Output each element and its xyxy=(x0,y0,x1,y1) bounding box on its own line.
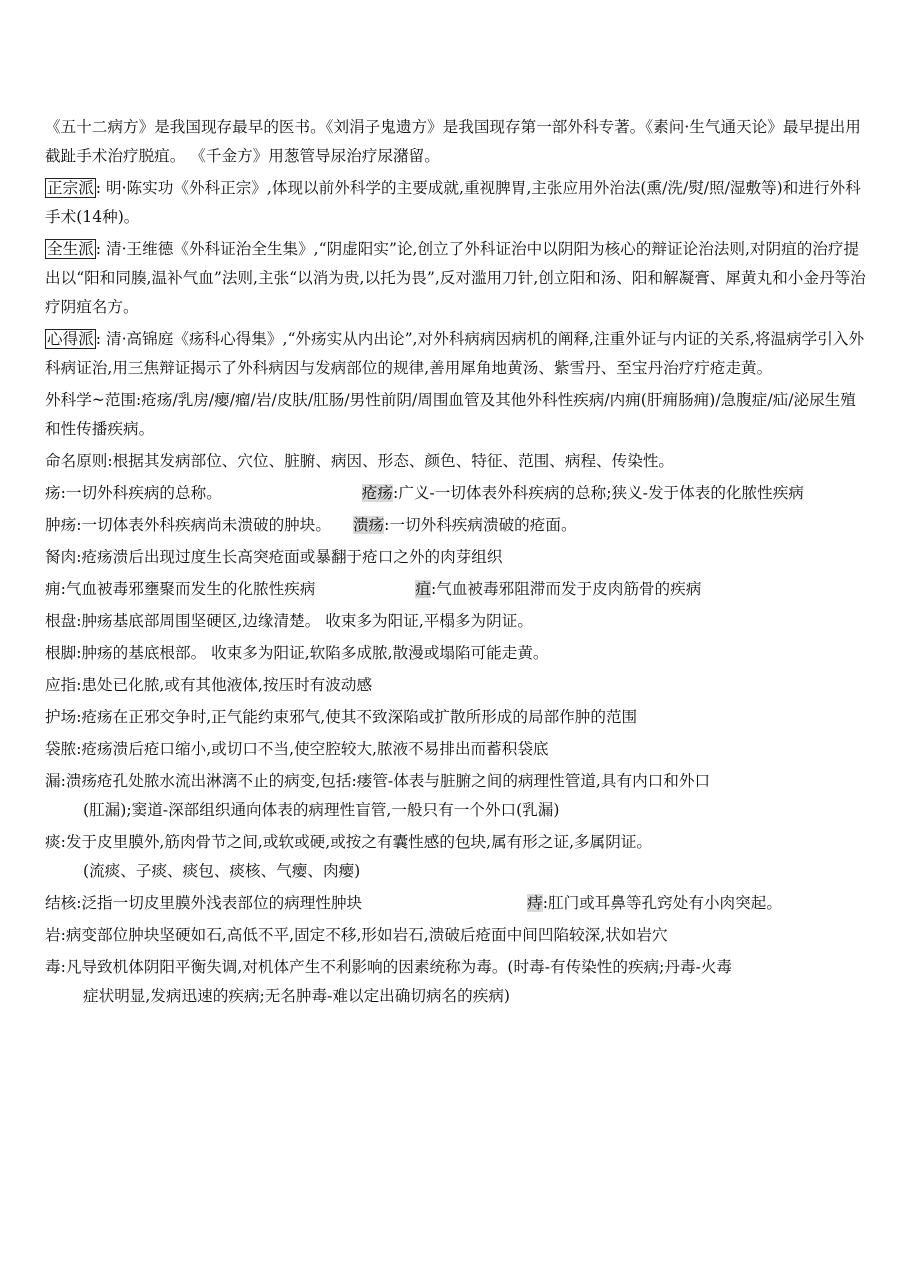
para-jiehe-zhi xyxy=(45,889,867,918)
para-historical-texts xyxy=(45,113,867,171)
def-ju: :气血被毒邪阻滞而发于皮肉筋骨的疾病 xyxy=(430,580,702,598)
term-zhi: 痔 xyxy=(527,894,543,912)
para-yong-ju xyxy=(45,575,867,604)
text-naming-principle: 命名原则:根据其发病部位、穴位、脏腑、病因、形态、颜色、特征、范围、病程、传染性。 xyxy=(45,452,675,470)
para-genjiao xyxy=(45,639,867,668)
term-zhengzong: 正宗派 xyxy=(47,179,94,197)
def-yong: 痈:气血被毒邪壅聚而发生的化脓性疾病 xyxy=(45,580,316,598)
def-jiehe: 结核:泛指一切皮里膜外浅表部位的病理性肿块 xyxy=(45,894,363,912)
para-yang-chuangyang xyxy=(45,479,867,508)
para-lou xyxy=(45,767,867,825)
term-kuiyang: 溃疡 xyxy=(352,516,385,534)
para-genpan xyxy=(45,607,867,636)
text-xinde: : 清·高锦庭《疡科心得集》,“外疡实从内出论”,对外科病病因病机的阐释,注重外证与内证的关系,将温病学引入外科病证治,用三焦辩证揭示了外科病因与发病部位的规律,善用犀角地黄汤、紫雪丹、至宝丹治疗疔疮走黄。 xyxy=(45,330,865,377)
def-chuangyang: :广义-一切体表外科疾病的总称;狭义-发于体表的化脓性疾病 xyxy=(393,484,804,502)
def-tan: 痰:发于皮里膜外,筋肉骨节之间,或软或硬,或按之有囊性感的包块,属有形之证,多属阴证。 xyxy=(45,833,653,851)
def-lou-continued: (肛漏);窦道-深部组织通向体表的病理性盲管,一般只有一个外口(乳漏) xyxy=(83,801,560,819)
para-scope xyxy=(45,386,867,444)
para-huchang xyxy=(45,703,867,732)
def-lou: 漏:溃疡疮孔处脓水流出淋漓不止的病变,包括:瘘管-体表与脏腑之间的病理性管道,具有内口和外口 xyxy=(45,772,711,790)
def-kuiyang: :一切外科疾病溃破的疮面。 xyxy=(384,516,577,534)
para-zhongyang-kuiyang xyxy=(45,511,867,540)
def-tan-examples: (流痰、子痰、痰包、痰核、气瘿、肉瘿) xyxy=(83,862,361,880)
term-xinde: 心得派 xyxy=(47,330,94,348)
para-yan xyxy=(45,921,867,950)
para-dainong xyxy=(45,735,867,764)
text-scope: 外科学~范围:疮疡/乳房/瘿/瘤/岩/皮肤/肛肠/男性前阴/周围血管及其他外科性疾病/内痈(肝痈肠痈)/急腹症/疝/泌尿生殖和性传播疾病。 xyxy=(45,391,856,438)
text-quansheng: : 清·王维德《外科证治全生集》,“阴虚阳实”论,创立了外科证治中以阴阳为核心的辩证论治法则,对阴疽的治疗提出以“阳和同腠,温补气血”法则,主张“以消为贵,以托为畏”,反对滥用刀针,创立阳和汤、阳和解凝膏、犀黄丸和小金丹等治疗阴疽名方。 xyxy=(45,240,866,316)
term-chuangyang: 疮疡 xyxy=(361,484,393,502)
para-naming-principle xyxy=(45,447,867,476)
def-du: 毒:凡导致机体阴阳平衡失调,对机体产生不利影响的因素统称为毒。(时毒-有传染性的疾病;丹毒-火毒 xyxy=(45,958,733,976)
para-du xyxy=(45,953,867,1011)
term-ju: 疽 xyxy=(415,580,431,598)
para-yingzhi xyxy=(45,671,867,700)
para-xinde-school xyxy=(45,325,867,383)
def-yan: 岩:病变部位肿块坚硬如石,高低不平,固定不移,形如岩石,溃破后疮面中间凹陷较深,状如岩穴 xyxy=(45,926,668,944)
def-huchang: 护场:疮疡在正邪交争时,正气能约束邪气,使其不致深陷或扩散所形成的局部作肿的范围 xyxy=(45,708,638,726)
def-yang: 疡:一切外科疾病的总称。 xyxy=(45,484,222,502)
para-quansheng-school xyxy=(45,235,867,322)
para-zhengzong-school xyxy=(45,174,867,232)
def-zhi: :肛门或耳鼻等孔窍处有小肉突起。 xyxy=(542,894,782,912)
text-historical-texts: 《五十二病方》是我国现存最早的医书。《刘涓子鬼遗方》是我国现存第一部外科专著。《素问·生气通天论》最早提出用截趾手术治疗脱疽。 《千金方》用葱管导尿治疗尿潴留。 xyxy=(45,118,861,165)
document-body xyxy=(45,113,867,1014)
def-yingzhi: 应指:患处已化脓,或有其他液体,按压时有波动感 xyxy=(45,676,373,694)
def-genpan: 根盘:肿疡基底部周围坚硬区,边缘清楚。 收束多为阳证,平榻多为阴证。 xyxy=(45,612,533,630)
para-nurou xyxy=(45,543,867,572)
def-zhongyang: 肿疡:一切体表外科疾病尚未溃破的肿块。 xyxy=(45,516,331,534)
def-du-continued: 症状明显,发病迅速的疾病;无名肿毒-难以定出确切病名的疾病) xyxy=(83,987,511,1005)
def-genjiao: 根脚:肿疡的基底根部。 收束多为阳证,软陷多成脓,散漫或塌陷可能走黄。 xyxy=(45,644,549,662)
def-nurou: 胬肉:疮疡溃后出现过度生长高突疮面或暴翻于疮口之外的肉芽组织 xyxy=(45,548,503,566)
term-quansheng: 全生派 xyxy=(47,240,94,258)
def-dainong: 袋脓:疮疡溃后疮口缩小,或切口不当,使空腔较大,脓液不易排出而蓄积袋底 xyxy=(45,740,549,758)
para-tan xyxy=(45,828,867,886)
text-zhengzong: : 明·陈实功《外科正宗》,体现以前外科学的主要成就,重视脾胃,主张应用外治法(熏/洗/熨/照/湿敷等)和进行外科手术(14种)。 xyxy=(45,179,861,226)
